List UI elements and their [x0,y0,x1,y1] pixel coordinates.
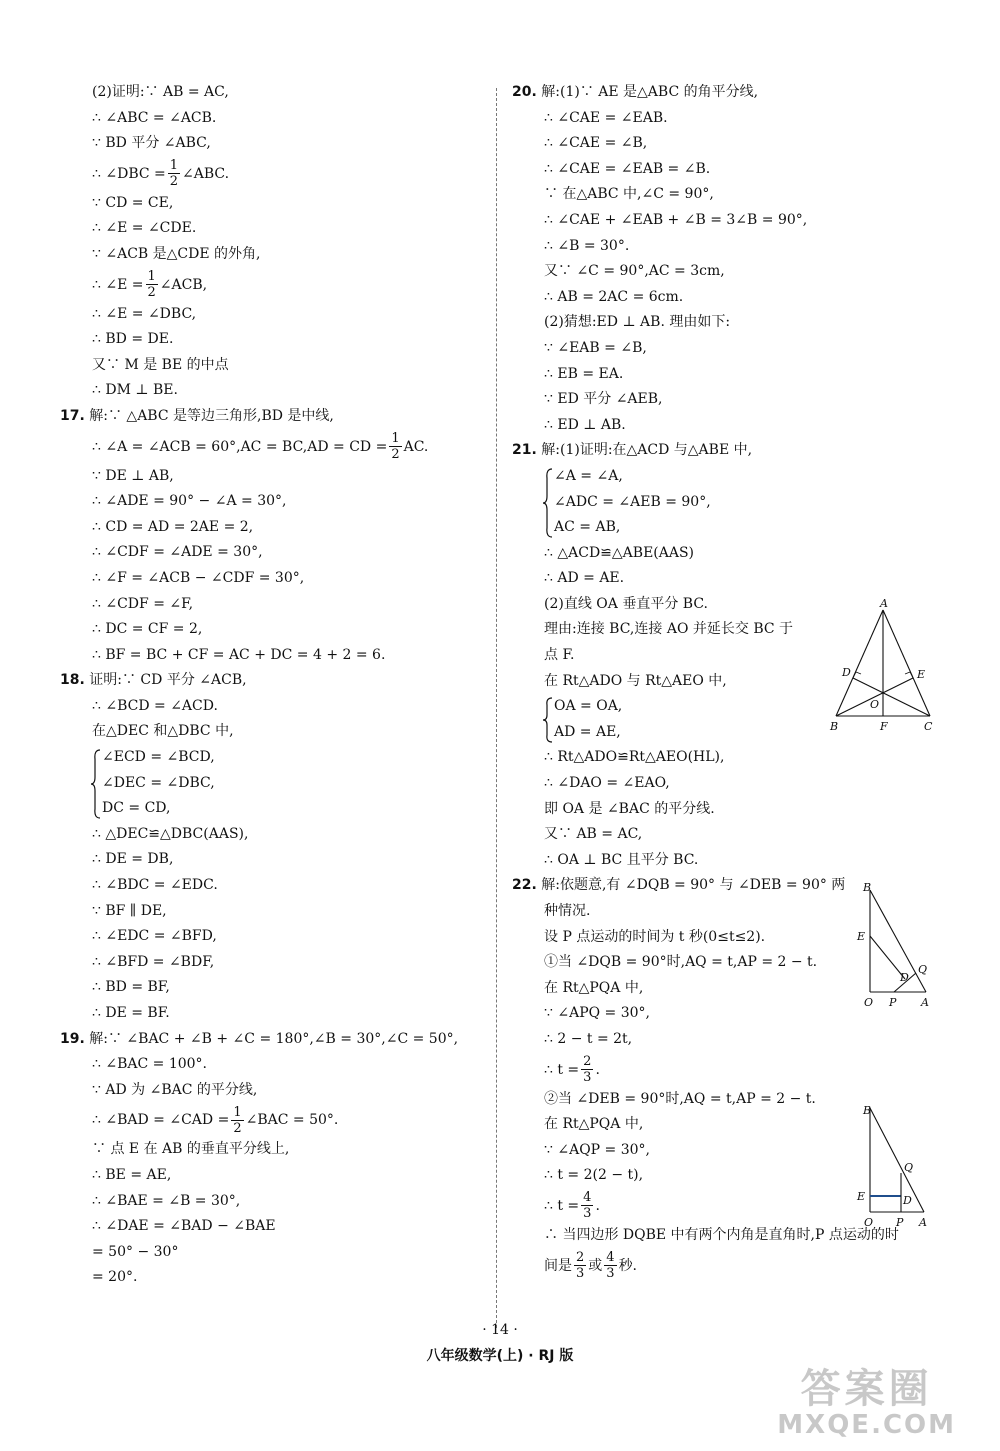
label-B: B [863,881,872,894]
label-P: P [896,1216,904,1229]
q17-line: ∴ CD = AD = 2AE = 2, [92,518,254,535]
q18-line: ∴ ∠BCD = ∠ACD. [92,697,218,714]
q17-line: ∴ ∠A = ∠ACB = 60°,AC = BC,AD = CD = $\frac{1}{2}$ AC. [92,431,429,463]
q21-line: OA = OA, [554,698,623,715]
q16-line: ∵ CD = CE, [92,194,174,211]
q20-line: ∴ ∠CAE = ∠EAB. [544,109,668,126]
q21-line: ∴ OA ⊥ BC 且平分 BC. [544,851,699,868]
q18-line: ∴ DE = BF. [92,1005,170,1021]
label-D: D [900,971,909,984]
q20-line: ∵ ∠EAB = ∠B, [544,339,647,356]
q21-line: 在 Rt△ADO 与 Rt△AEO 中, [544,672,727,689]
q21-triangle-figure [826,598,936,742]
question-number: 19. [60,1030,85,1047]
label-Q: Q [904,1161,914,1174]
label-E: E [857,1190,866,1203]
q22-line: ∴ 2 − t = 2t, [544,1030,633,1047]
q19-line: ∵ 点 E 在 AB 的垂直平分线上, [92,1141,290,1158]
q18-line: ∴ BD = BF, [92,979,170,996]
brace-system [60,745,480,822]
q18-line: ∴ DE = DB, [92,851,174,868]
q18-line: ∵ BF ∥ DE, [92,902,167,919]
q18-line: 在△DEC 和△DBC 中, [92,723,234,740]
label-D: D [842,666,851,679]
q22-line: 在 Rt△PQA 中, [544,979,644,996]
q21-line: 又∵ AB = AC, [544,826,643,843]
q18-line: 18. 证明:∵ CD 平分 ∠ACB, [60,672,247,689]
q20-line: ∴ EB = EA. [544,365,624,382]
q21-line: ∴ △ACD≌△ABE(AAS) [544,544,695,561]
q17-line: ∴ ∠CDF = ∠ADE = 30°, [92,544,263,561]
q22-line: 22. 解:依题意,有 ∠DQB = 90° 与 ∠DEB = 90° 两 [512,877,846,894]
q19-line: ∴ BE = AE, [92,1166,172,1183]
q22-line: ∴ 当四边形 DQBE 中有两个内角是直角时,P 点运动的时 [544,1226,899,1243]
q22-line: ∴ t = $\frac{2}{3}$ . [544,1054,600,1086]
q22-line: 设 P 点运动的时间为 t 秒(0≤t≤2). [544,928,766,945]
q22-line: ∵ ∠APQ = 30°, [544,1005,650,1022]
q19-line: 19. 解:∵ ∠BAC + ∠B + ∠C = 180°,∠B = 30°,∠C = 50°, [60,1030,459,1047]
q16-line: (2)证明:∵ AB = AC, [92,84,229,100]
fraction: $\frac{2}{3}$ [583,1054,592,1086]
question-number: 20. [512,84,537,100]
label-O: O [864,1216,874,1229]
fraction: $\frac{4}{3}$ [606,1250,615,1282]
q21-line: ∴ ∠DAO = ∠EAO, [544,775,670,792]
watermark [777,1367,956,1439]
q16-line: ∴ ∠ABC = ∠ACB. [92,109,217,126]
fraction: $\frac{1}{2}$ [147,269,156,301]
q16-line: ∴ ∠E = ∠CDE. [92,220,197,237]
label-F: F [880,720,888,733]
q22-figure-2 [856,1100,946,1240]
label-A: A [880,597,888,610]
q18-line: ∴ △DEC≌△DBC(AAS), [92,825,249,842]
left-column [60,80,480,1291]
q17-line: ∴ ∠F = ∠ACB − ∠CDF = 30°, [92,569,305,586]
fraction: $\frac{2}{3}$ [576,1250,585,1282]
book-title: 八年级数学(上) · RJ 版 [426,1348,574,1364]
q18-line: ∴ ∠BDC = ∠EDC. [92,877,218,894]
q17-line: ∵ DE ⊥ AB, [92,467,174,484]
q17-line: ∴ ∠ADE = 90° − ∠A = 30°, [92,493,287,510]
question-number: 17. [60,407,85,424]
q21-line: 即 OA 是 ∠BAC 的平分线. [544,800,715,817]
fraction: $\frac{1}{2}$ [169,158,179,190]
q21-line: ∴ Rt△ADO≌Rt△AEO(HL), [544,749,725,766]
q16-line: 又∵ M 是 BE 的中点 [92,356,229,373]
q20-line: ∴ ∠B = 30°. [544,237,630,254]
label-E: E [857,930,866,943]
watermark-line: MXQE.COM [777,1410,956,1440]
label-O: O [864,996,874,1009]
q21-line: ∴ AD = AE. [544,570,625,587]
q20-line: ∵ ED 平分 ∠AEB, [544,391,663,408]
q16-line: ∵ BD 平分 ∠ABC, [92,135,211,152]
q19-line: = 50° − 30° [92,1243,179,1260]
label-Q: Q [918,963,928,976]
q20-line: ∵ 在△ABC 中,∠C = 90°, [544,186,714,203]
q17-line: 17. 解:∵ △ABC 是等边三角形,BD 是中线, [60,407,334,424]
brace-system [512,464,942,541]
q21-line: 点 F. [544,647,575,664]
q20-line: ∴ AB = 2AC = 6cm. [544,288,684,305]
q22-line: ②当 ∠DEB = 90°时,AQ = t,AP = 2 − t. [544,1090,816,1107]
q20-line: (2)猜想:ED ⊥ AB. 理由如下: [544,314,731,331]
label-E: E [917,668,926,681]
q19-line: ∵ AD 为 ∠BAC 的平分线, [92,1081,258,1098]
q20-line: ∴ ∠CAE = ∠EAB = ∠B. [544,160,711,177]
q16-line: ∴ DM ⊥ BE. [92,382,178,399]
q22-line: 种情况. [544,903,591,919]
q19-line: ∴ ∠BAD = ∠CAD = $\frac{1}{2}$ ∠BAC = 50°. [92,1104,339,1136]
fraction: $\frac{4}{3}$ [583,1190,592,1222]
label-C: C [924,720,933,733]
q18-line: ∠ECD = ∠BCD, [102,749,215,766]
q16-line: ∴ BD = DE. [92,331,174,348]
q22-line: 在 Rt△PQA 中, [544,1116,644,1133]
label-B: B [863,1104,872,1117]
label-O: O [870,698,880,711]
q17-line: ∴ DC = CF = 2, [92,621,203,638]
q19-line: ∴ ∠DAE = ∠BAD − ∠BAE [92,1218,276,1235]
q22-line: ∵ ∠AQP = 30°, [544,1141,650,1158]
q20-line: ∴ ED ⊥ AB. [544,416,626,433]
q18-line: ∠DEC = ∠DBC, [102,774,215,791]
q22-figure-1 [856,880,946,1020]
q20-line: 又∵ ∠C = 90°,AC = 3cm, [544,263,725,280]
fraction: $\frac{1}{2}$ [391,431,400,463]
label-A: A [919,1216,927,1229]
fraction: $\frac{1}{2}$ [233,1104,242,1136]
q21-line: ∠A = ∠A, [554,467,623,484]
q19-line: ∴ ∠BAC = 100°. [92,1056,208,1073]
q21-line: ∠ADC = ∠AEB = 90°, [554,493,711,510]
q16-line: ∴ ∠E = ∠DBC, [92,305,197,322]
q20-line: ∴ ∠CAE = ∠B, [544,135,648,152]
question-number: 18. [60,672,85,689]
watermark-line: 答案圈 [800,1366,933,1412]
label-A: A [921,996,929,1009]
q21-line: 21. 解:(1)证明:在△ACD 与△ABE 中, [512,442,753,459]
label-P: P [889,996,897,1009]
q17-line: ∴ BF = BC + CF = AC + DC = 4 + 2 = 6. [92,646,386,663]
q22-line: ∴ t = $\frac{4}{3}$ . [544,1190,600,1222]
label-B: B [830,720,839,733]
q21-line: AC = AB, [554,519,621,536]
q16-line: ∴ ∠DBC = $\frac{1}{2}$ ∠ABC. [92,158,230,190]
q21-line: AD = AE, [554,723,621,740]
q19-line: = 20°. [92,1269,138,1286]
question-number: 22. [512,877,537,894]
column-divider [496,88,497,1328]
q19-line: ∴ ∠BAE = ∠B = 30°, [92,1192,241,1209]
q17-line: ∴ ∠CDF = ∠F, [92,595,194,612]
q22-line: 间是 $\frac{2}{3}$ 或 $\frac{4}{3}$ 秒. [544,1250,638,1282]
label-D: D [903,1194,912,1207]
page-number: · 14 · [482,1322,518,1338]
q21-line: 理由:连接 BC,连接 AO 并延长交 BC 于 [544,621,794,638]
q16-line: ∴ ∠E = $\frac{1}{2}$ ∠ACB, [92,269,208,301]
q20-line: 20. 解:(1)∵ AE 是△ABC 的角平分线, [512,84,759,100]
q21-line: (2)直线 OA 垂直平分 BC. [544,595,708,612]
q22-line: ①当 ∠DQB = 90°时,AQ = t,AP = 2 − t. [544,954,818,971]
q18-line: ∴ ∠BFD = ∠BDF, [92,953,215,970]
q22-line: ∴ t = 2(2 − t), [544,1167,644,1184]
q18-line: ∴ ∠EDC = ∠BFD, [92,928,217,945]
q20-line: ∴ ∠CAE + ∠EAB + ∠B = 3∠B = 90°, [544,211,808,228]
question-number: 21. [512,442,537,459]
q16-line: ∵ ∠ACB 是△CDE 的外角, [92,245,261,262]
q18-line: DC = CD, [102,800,171,817]
